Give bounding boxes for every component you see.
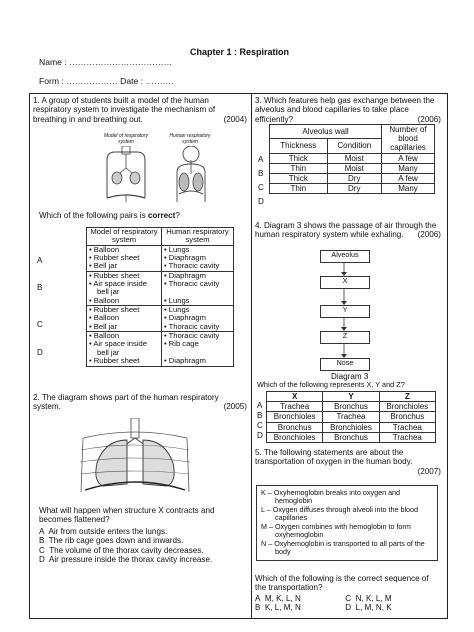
q2-text: 2. The diagram shows part of the human respiratory system. (2005): [33, 393, 247, 412]
flow-box-nose: Nose: [320, 358, 370, 371]
q5-option-a: A M, K, L, N: [255, 594, 301, 603]
q4-letter-d: D: [257, 431, 263, 440]
q4-head-y: Y: [323, 392, 379, 402]
q5-question: Which of the following is the correct sequence of the transportation?: [255, 574, 429, 593]
q4-row-d: Bronchioles Bronchus Trachea: [267, 432, 436, 442]
column-divider: [251, 93, 252, 618]
flow-box-y: Y: [320, 305, 370, 318]
q1-option-a: • Balloon • Rubber sheet • Bell jar • Lungs • Diaphragm • Thoracic cavity: [87, 245, 234, 271]
q1-col2-header: Human respiratory system: [162, 228, 234, 246]
q4-options-table: [266, 391, 436, 443]
q3-row-d: Thin Dry Many: [270, 184, 435, 194]
flow-box-x: X: [320, 276, 370, 289]
name-line: Name : ………………………………: [39, 57, 173, 67]
statement-l: L – Oxygen diffuses through alveoli into the blood capillaries: [261, 504, 419, 523]
q2-option-a: A Air from outside enters the lungs.: [39, 527, 168, 536]
q4-question: Which of the following represents X, Y and Z?: [257, 380, 405, 389]
flow-arrows: [338, 262, 350, 360]
q3-table: [269, 124, 435, 194]
q5-option-b: B K, L, M, N: [255, 603, 301, 613]
q3-year: (2006): [417, 114, 441, 124]
statement-k: K – Oxyhemoglobin breaks into oxygen and hemoglobin: [261, 488, 401, 506]
q3-head-thickness: Thickness: [270, 139, 328, 153]
q1-option-b: • Rubber sheet • Air space inside bell jar • Balloon • Diaphragm • Thoracic cavity • Lungs: [87, 271, 234, 305]
q5-statements-box: [256, 485, 438, 561]
q1-option-d: • Balloon • Air space inside bell jar • Rubber sheet • Thoracic cavity • Rib cage • Diaphragm: [87, 332, 234, 366]
q1-letter-a: A: [37, 256, 43, 265]
flow-box-z: Z: [320, 331, 370, 344]
q1-text: 1. A group of students built a model of the human respiratory system to investigate the mechanism of breathing in and breathing out. (2004): [33, 96, 247, 124]
q2-options: [39, 527, 245, 564]
form-date-line: Form : ……………… Date : ……….: [39, 76, 174, 86]
q3-text: 3. Which features help gas exchange between the alveolus and blood capillaries to take place efficiently? (2006): [255, 96, 441, 124]
q4-head-z: Z: [379, 392, 435, 402]
q2-year: (2005): [223, 402, 247, 412]
q2-option-b: B The rib cage goes down and inwards.: [39, 536, 184, 546]
q4-text: 4. Diagram 3 shows the passage of air through the human respiratory system while exhaling. (2006): [255, 221, 441, 240]
statement-n: N – Oxyhemoglobin is transported to all parts of the body: [261, 538, 425, 557]
q3-row-a: Thick Moist A few: [270, 153, 435, 163]
page-title: Chapter 1 : Respiration: [190, 47, 290, 57]
q3-head-alveolus: Alveolus wall: [270, 125, 382, 139]
q1-letter-c: C: [37, 320, 43, 329]
q4-letter-b: B: [257, 411, 263, 420]
q4-letter-c: C: [257, 421, 263, 430]
q5-year: (2007): [417, 466, 441, 476]
q1-year: (2004): [223, 114, 247, 124]
q3-letter-b: B: [258, 169, 264, 178]
q1-option-c: • Rubber sheet • Balloon • Bell jar • Lungs • Diaphragm • Thoracic cavity: [87, 306, 234, 332]
q4-letter-a: A: [257, 401, 263, 410]
q5-options: [255, 594, 441, 613]
fig-model-label: Model of respiratory system: [103, 133, 149, 145]
q3-row-b: Thin Moist Many: [270, 163, 435, 173]
q4-head-x: X: [267, 392, 323, 402]
q3-letter-c: C: [258, 183, 264, 192]
q4-row-c: Bronchus Bronchioles Trachea: [267, 422, 436, 432]
q5-option-c: C N, K, L, M: [345, 594, 392, 603]
q1-options-table: [86, 227, 234, 367]
q4-row-b: Bronchioles Trachea Bronchus: [267, 412, 436, 422]
q3-head-condition: Condition: [327, 139, 381, 153]
thorax-diagram: [75, 418, 195, 500]
q2-option-c: C The volume of the thorax cavity decreases.: [39, 545, 204, 555]
respiratory-model-drawing: [95, 146, 225, 204]
statement-m: M – Oxygen combines with hemoglobin to form oxyhemoglobin: [261, 521, 411, 540]
q4-row-a: Trachea Bronchus Bronchioles: [267, 402, 436, 412]
flow-box-alveolus: Alveolus: [320, 250, 370, 263]
q3-head-number: Number of blood capillaries: [382, 125, 435, 154]
q1-letter-b: B: [37, 283, 43, 292]
q3-letter-a: A: [258, 155, 264, 164]
q5-text: 5. The following statements are about the transportation of oxygen in the human body. (2007): [255, 448, 441, 476]
q1-figure: [95, 134, 225, 204]
q4-year: (2006): [417, 230, 441, 240]
q1-prompt: Which of the following pairs is correct?: [39, 211, 180, 220]
q1-letter-d: D: [37, 348, 43, 357]
q2-question: What will happen when structure X contracts and becomes flattened?: [39, 506, 215, 525]
diagram3-caption: Diagram 3: [331, 372, 369, 381]
q1-col1-header: Model of respiratory system: [87, 228, 162, 246]
q3-letter-d: D: [258, 197, 264, 206]
q2-option-d: D Air pressure inside the thorax cavity increase.: [39, 554, 213, 564]
q5-option-d: D L, M, N, K: [345, 603, 392, 613]
q3-row-c: Thick Dry A few: [270, 173, 435, 183]
fig-human-label: Human respiratory system: [169, 133, 211, 145]
